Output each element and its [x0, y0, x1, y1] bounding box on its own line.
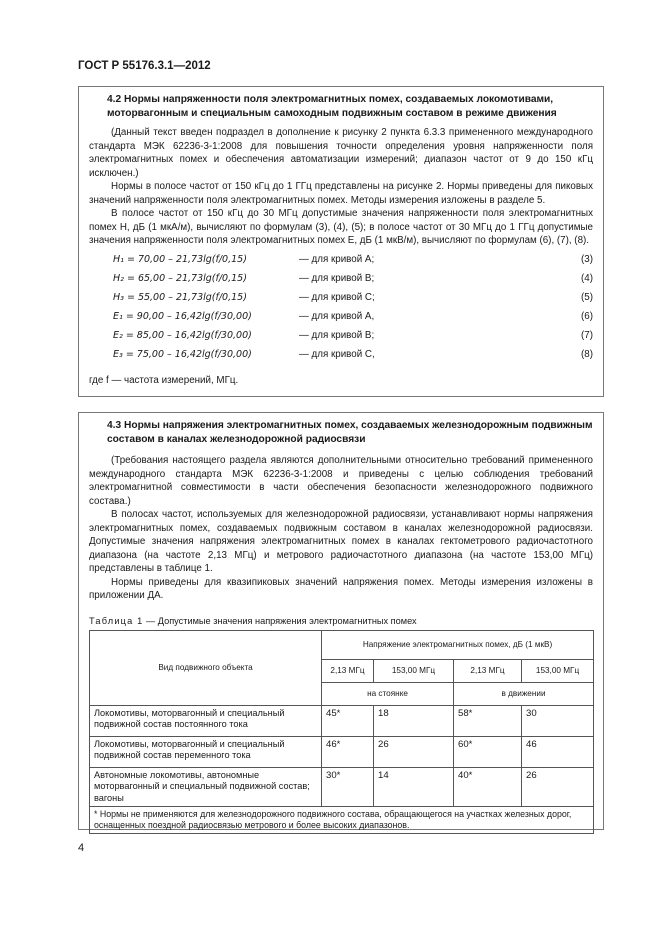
formula-expression: E₁ = 90,00 – 16,42lg(f/30,00) [113, 310, 252, 322]
section-4-3-box [78, 412, 604, 830]
row-value: 26 [374, 736, 454, 767]
table-caption-label: Таблица 1 [89, 615, 144, 626]
row-value: 60* [454, 736, 522, 767]
table-footnote: * Нормы не применяются для железнодорожного подвижного состава, обращающегося на участках железных дорог, оснащенных поездной радиосвязью метрового и более высоких диапазонов. [90, 807, 594, 834]
formula-row [89, 292, 593, 306]
section-4-3-paragraph-3: Нормы приведены для квазипиковых значений напряжения помех. Методы измерения изложены в приложении ДА. [89, 576, 593, 601]
formula-curve: — для кривой C; [299, 291, 375, 303]
header-mode-moving: в движении [454, 682, 594, 705]
table-row [90, 736, 594, 767]
section-4-3-paragraph-1: (Требования настоящего раздела являются дополнительными относительно требований примененного международного стандарта МЭК 62236-3-1:2008 и приведены с целью соблюдения требований электромагнитной совместимости в части обеспечения безопасности железнодорожного подвижного состава.) [89, 455, 593, 507]
section-4-3-paragraph-2: В полосах частот, используемых для железнодорожной радиосвязи, устанавливают нормы напряжения электромагнитных помех, создаваемых подвижным составом в каналах железнодорожной радиосвязи. Допустимые значения напряжения электромагнитных помех в каналах гектометрового радиочастотного диапазона (на частоте 2,13 МГц) и метрового радиочастотного диапазона (на частоте 153,00 МГц) представлены в таблице 1. [89, 509, 593, 574]
row-object-name: Локомотивы, моторвагонный и специальный подвижной состав переменного тока [90, 736, 322, 767]
table-row [90, 705, 594, 736]
formula-row [89, 254, 593, 268]
header-mode-standing: на стоянке [322, 682, 454, 705]
formula-expression: H₁ = 70,00 – 21,73lg(f/0,15) [113, 253, 247, 265]
document-header: ГОСТ Р 55176.3.1—2012 [78, 60, 211, 72]
formula-curve: — для кривой B; [299, 329, 375, 341]
table-footnote-row [90, 807, 594, 834]
row-value: 58* [454, 705, 522, 736]
row-value: 46* [322, 736, 374, 767]
section-4-2-title: 4.2 Нормы напряженности поля электромагнитных помех, создаваемых локомотивами, моторвагонным и специальным самоходным подвижным составом в режиме движения [107, 94, 557, 119]
row-value: 46 [522, 736, 594, 767]
formula-expression: H₂ = 65,00 – 21,73lg(f/0,15) [113, 272, 247, 284]
formula-curve: — для кривой A; [299, 253, 375, 265]
section-4-2-paragraph-2: Нормы в полосе частот от 150 кГц до 1 ГГц представлены на рисунке 2. Нормы приведены для пиковых значений напряженности поля электромагнитных помех. Методы измерения изложены в разделе 5. [89, 181, 593, 206]
formula-number: (4) [581, 272, 593, 284]
formula-list [89, 254, 593, 370]
formula-row [89, 349, 593, 363]
formula-number: (8) [581, 348, 593, 360]
formula-number: (3) [581, 253, 593, 265]
row-object-name: Локомотивы, моторвагонный и специальный подвижной состав постоянного тока [90, 705, 322, 736]
section-4-2-content [89, 93, 593, 386]
page-number: 4 [78, 842, 85, 854]
formula-number: (5) [581, 291, 593, 303]
formula-expression: H₃ = 55,00 – 21,73lg(f/0,15) [113, 291, 247, 303]
row-object-name: Автономные локомотивы, автономные моторвагонный и специальный подвижной состав; вагоны [90, 767, 322, 807]
row-value: 14 [374, 767, 454, 807]
formula-row [89, 311, 593, 325]
table-row [90, 767, 594, 807]
header-frequency: 2,13 МГц [322, 659, 374, 682]
table-caption-text: — Допустимые значения напряжения электромагнитных помех [143, 615, 417, 626]
header-object-type: Вид подвижного объекта [90, 630, 322, 705]
row-value: 30 [522, 705, 594, 736]
formula-row [89, 273, 593, 287]
header-voltage: Напряжение электромагнитных помех, дБ (1 мкВ) [322, 630, 594, 659]
formula-curve: — для кривой A, [299, 310, 375, 322]
header-frequency: 2,13 МГц [454, 659, 522, 682]
section-4-2-paragraph-1: (Данный текст введен подраздел в дополнение к рисунку 2 пункта 6.3.3 примененного международного стандарта МЭК 62236-3-1:2008 для повышения точности определения уровня напряженности поля электромагнитных помех и обеспечения автоматизации измерений; диапазон частот от 9 до 150 кГц исключен.) [89, 127, 593, 179]
formula-expression: E₃ = 75,00 – 16,42lg(f/30,00) [113, 348, 252, 360]
section-4-2-box [78, 86, 604, 397]
formula-row [89, 330, 593, 344]
formula-legend: где f — частота измерений, МГц. [89, 374, 239, 386]
emi-voltage-table [89, 630, 594, 835]
table-caption [89, 615, 593, 627]
formula-curve: — для кривой C, [299, 348, 375, 360]
table-header-row [90, 630, 594, 659]
row-value: 45* [322, 705, 374, 736]
section-4-3-content [89, 419, 593, 834]
formula-expression: E₂ = 85,00 – 16,42lg(f/30,00) [113, 329, 252, 341]
row-value: 26 [522, 767, 594, 807]
section-4-3-title: 4.3 Нормы напряжения электромагнитных помех, создаваемых железнодорожным подвижным составом в каналах железнодорожной радиосвязи [107, 420, 593, 445]
row-value: 40* [454, 767, 522, 807]
header-frequency: 153,00 МГц [374, 659, 454, 682]
header-frequency: 153,00 МГц [522, 659, 594, 682]
row-value: 30* [322, 767, 374, 807]
section-4-2-paragraph-3: В полосе частот от 150 кГц до 30 МГц допустимые значения напряженности поля электромагнитных помех H, дБ (1 мкА/м), вычисляют по формулам (3), (4), (5); в полосе частот от 30 МГц до 1 ГГц допустимые значения напряженности поля электромагнитных помех E, дБ (1 мкВ/м), вычисляют по формулам (6), (7), (8). [89, 208, 593, 246]
row-value: 18 [374, 705, 454, 736]
formula-number: (6) [581, 310, 593, 322]
formula-number: (7) [581, 329, 593, 341]
formula-curve: — для кривой B; [299, 272, 375, 284]
